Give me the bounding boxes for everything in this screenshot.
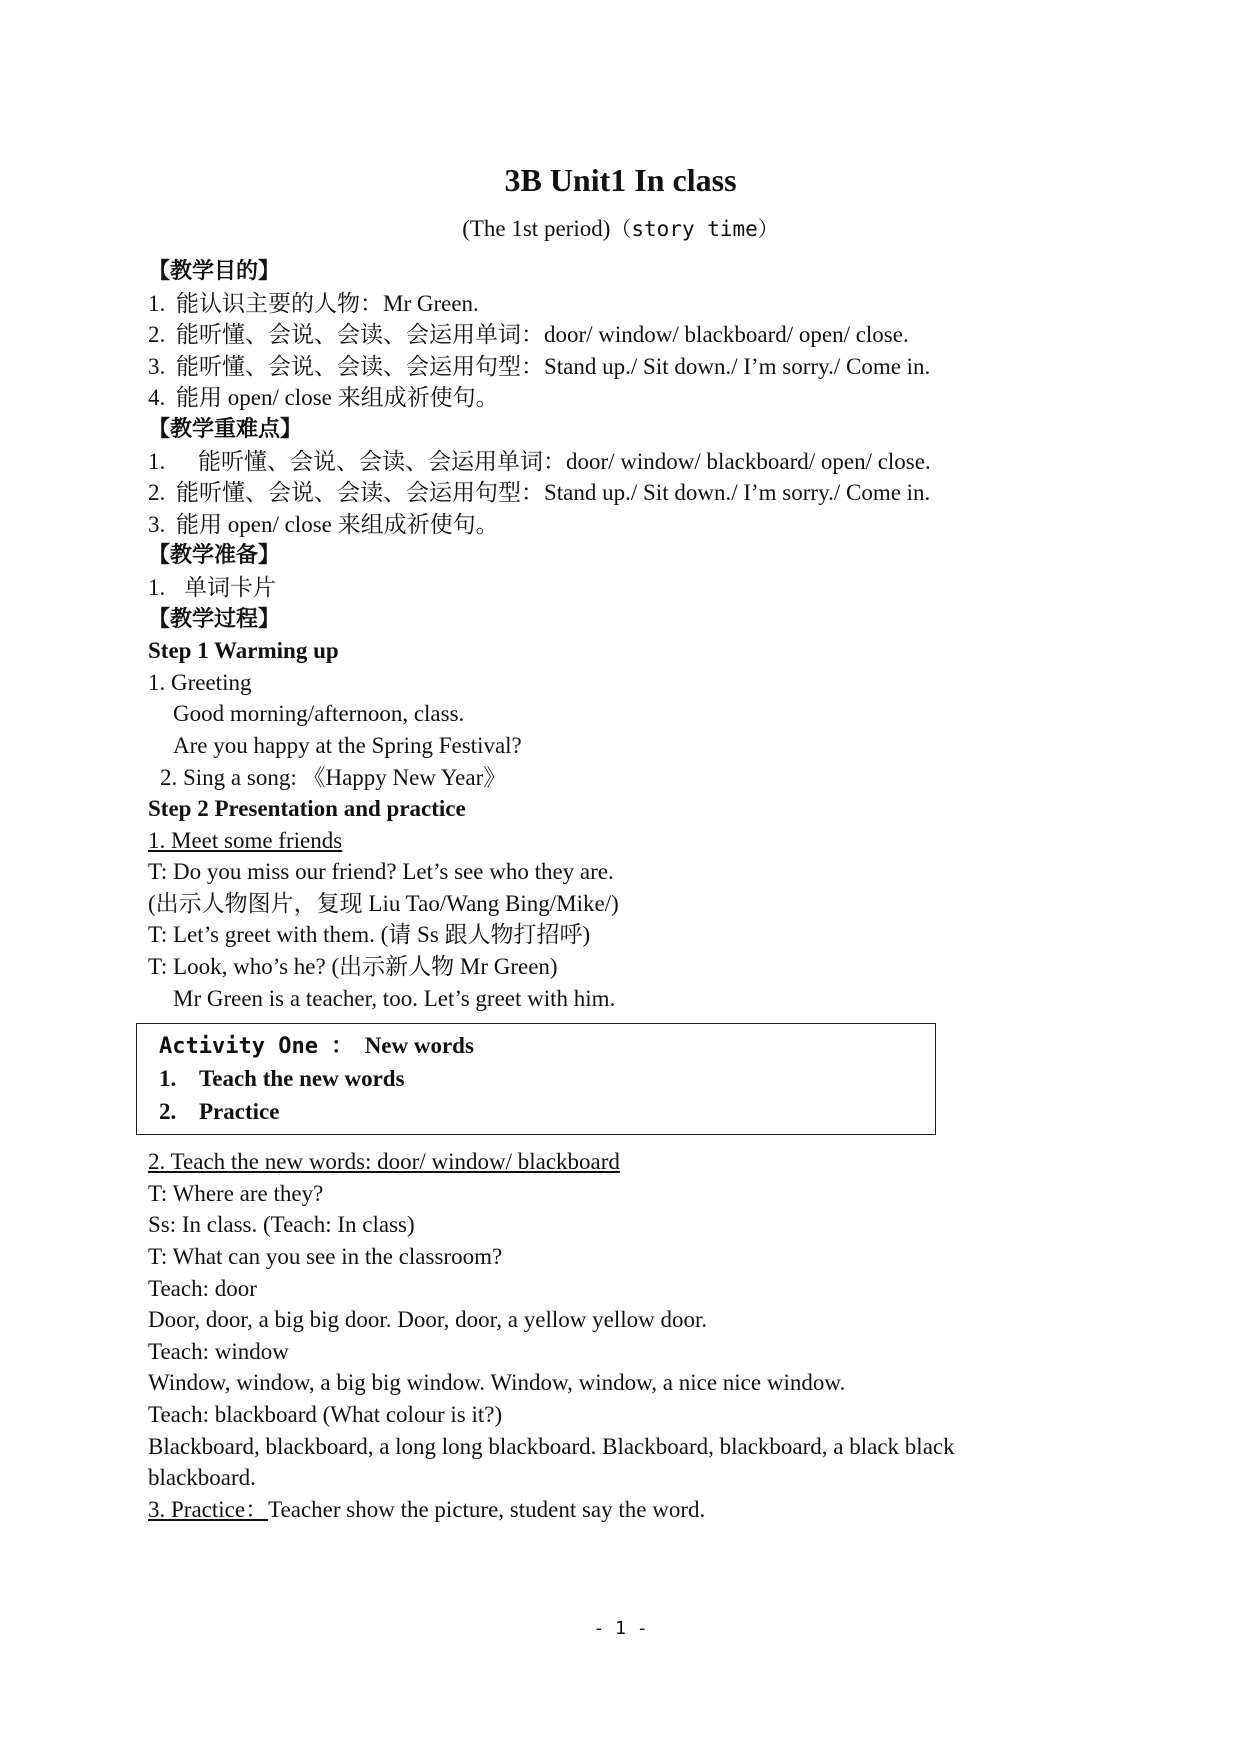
- step-2-indented-line: Mr Green is a teacher, too. Let’s greet with him.: [173, 985, 616, 1011]
- teach-line: Ss: In class. (Teach: In class): [148, 1212, 415, 1238]
- activity-box-item: 1. Teach the new words: [159, 1066, 405, 1092]
- goal-item: 1. 能认识主要的人物：Mr Green.: [148, 290, 479, 316]
- goal-item: 3. 能听懂、会说、会读、会运用句型：Stand up./ Sit down./ I’m sorry./ Come in.: [148, 353, 931, 379]
- teach-line: Teach: door: [148, 1275, 257, 1301]
- key-point-item: 2. 能听懂、会说、会读、会运用句型：Stand up./ Sit down./ I’m sorry./ Come in.: [148, 480, 931, 506]
- step-1-title: Step 1 Warming up: [148, 638, 339, 664]
- section-heading-prep: 【教学准备】: [148, 543, 281, 569]
- teach-title: 2. Teach the new words: door/ window/ blackboard: [148, 1149, 620, 1175]
- subtitle-paren: （story time）: [610, 217, 779, 241]
- subtitle-period: (The 1st period): [462, 216, 611, 241]
- step-2-meet: 1. Meet some friends: [148, 827, 343, 853]
- document-body: [148, 256, 1088, 1525]
- teach-line: Door, door, a big big door. Door, door, a yellow yellow door.: [148, 1307, 708, 1333]
- teach-line: Teach: blackboard (What colour is it?): [148, 1402, 503, 1427]
- page-number: - 1 -: [593, 1618, 648, 1639]
- step-2-line: T: Let’s greet with them. (请 Ss 跟人物打招呼): [148, 922, 591, 948]
- key-point-item: 3. 能用 open/ close 来组成祈使句。: [148, 511, 499, 537]
- teach-line: blackboard.: [148, 1465, 256, 1491]
- section-heading-process: 【教学过程】: [148, 606, 281, 632]
- teach-line: T: Where are they?: [148, 1180, 324, 1206]
- step-1-greeting: 1. Greeting: [148, 669, 252, 695]
- practice-text: Teacher show the picture, student say the word.: [268, 1496, 706, 1522]
- practice-line: [148, 1494, 1088, 1526]
- prep-item: 1. 单词卡片: [148, 574, 276, 600]
- section-heading-key-points: 【教学重难点】: [148, 416, 303, 442]
- step-2-line: T: Look, who’s he? (出示新人物 Mr Green): [148, 954, 558, 980]
- step-2-title: Step 2 Presentation and practice: [148, 796, 466, 822]
- step-1-line: Are you happy at the Spring Festival?: [173, 732, 522, 758]
- practice-label: 3. Practice：: [148, 1496, 269, 1522]
- section-heading-goals: 【教学目的】: [148, 259, 281, 284]
- goal-item: 4. 能用 open/ close 来组成祈使句。: [148, 385, 499, 411]
- activity-box-item: 2. Practice: [159, 1099, 280, 1125]
- document-subtitle: [0, 214, 1241, 244]
- key-point-item: 1. 能听懂、会说、会读、会运用单词：door/ window/ blackboard/ open/ close.: [148, 448, 931, 474]
- step-2-line: (出示人物图片，复现 Liu Tao/Wang Bing/Mike/): [148, 890, 619, 916]
- step-2-line: T: Do you miss our friend? Let’s see who they are.: [148, 859, 614, 885]
- step-1-song: 2. Sing a song: 《Happy New Year》: [160, 764, 507, 790]
- activity-box-header: Activity One ： New words: [159, 1033, 474, 1060]
- goal-item: 2. 能听懂、会说、会读、会运用单词：door/ window/ blackboard/ open/ close.: [148, 322, 909, 348]
- document-title: 3B Unit1 In class: [504, 162, 737, 198]
- teach-line: Window, window, a big big window. Window, window, a nice nice window.: [148, 1370, 846, 1396]
- step-1-line: Good morning/afternoon, class.: [173, 701, 465, 727]
- teach-line: Teach: window: [148, 1338, 289, 1364]
- activity-box: [136, 1023, 936, 1135]
- teach-line: Blackboard, blackboard, a long long blackboard. Blackboard, blackboard, a black black: [148, 1433, 955, 1459]
- teach-line: T: What can you see in the classroom?: [148, 1244, 503, 1270]
- activity-box-wrapper: [148, 1014, 1088, 1138]
